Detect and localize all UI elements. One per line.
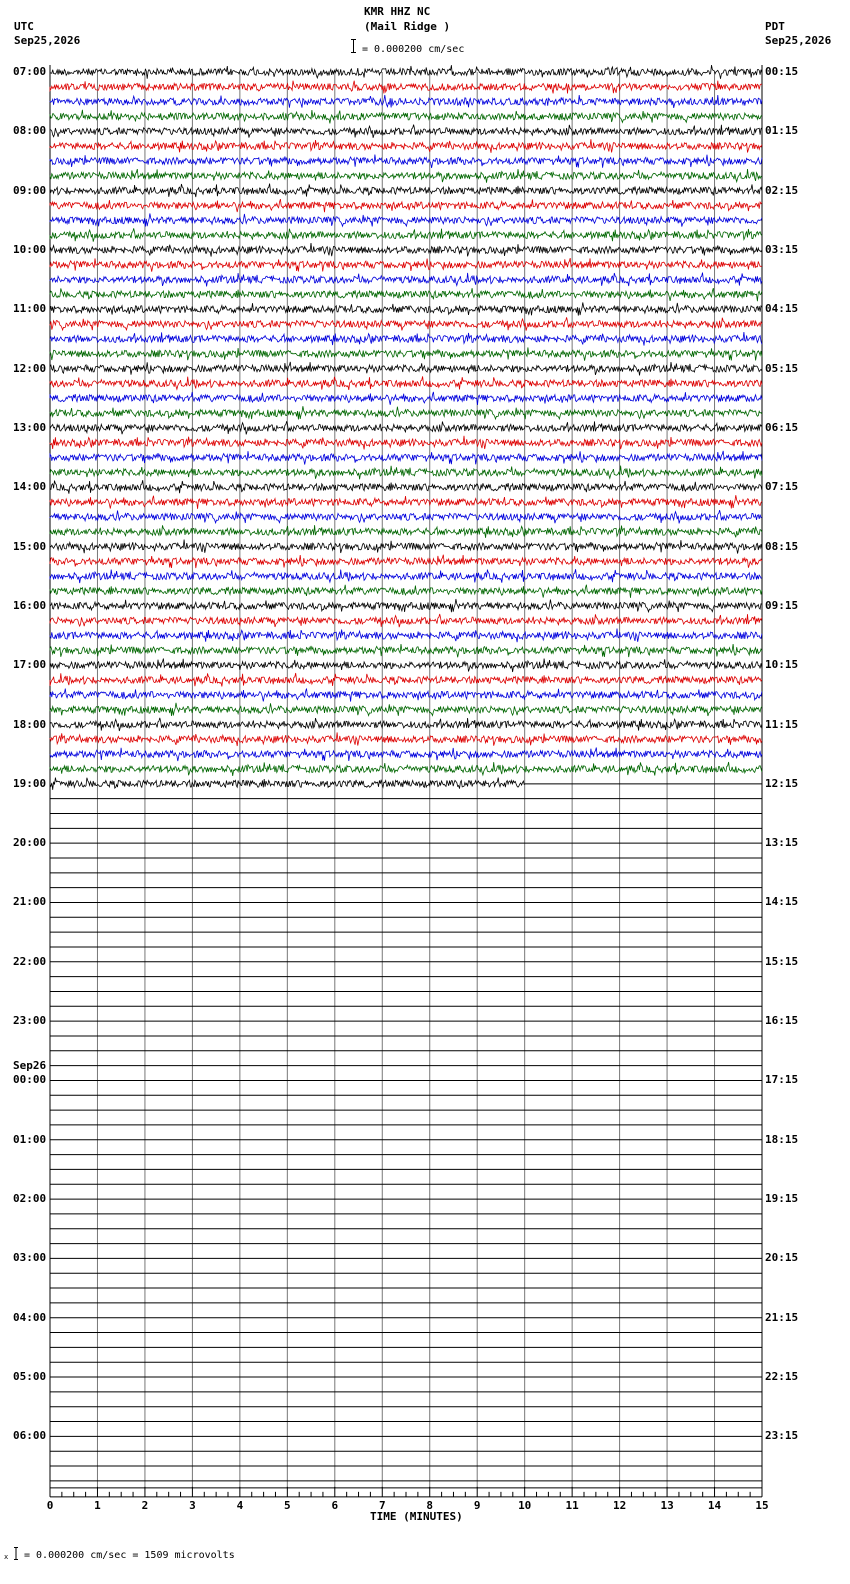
trace-row-10 <box>50 213 762 226</box>
right-hour-label: 15:15 <box>765 954 799 968</box>
trace-row-40 <box>50 659 762 673</box>
x-tick-label: 8 <box>426 1498 434 1512</box>
x-tick-label: 3 <box>189 1498 196 1512</box>
right-hour-label: 23:15 <box>765 1429 799 1443</box>
x-tick-label: 1 <box>94 1498 101 1512</box>
right-timezone: PDT <box>765 20 785 33</box>
x-tick-label: 15 <box>755 1498 769 1512</box>
left-hour-label: 04:00 <box>13 1310 47 1324</box>
left-hour-label: 14:00 <box>13 480 47 494</box>
trace-row-6 <box>50 155 762 168</box>
x-tick-label: 13 <box>660 1498 674 1512</box>
x-tick-label: 5 <box>284 1498 291 1512</box>
trace-row-46 <box>50 748 762 762</box>
trace-row-25 <box>50 436 762 450</box>
right-hour-label: 20:15 <box>765 1251 799 1265</box>
trace-row-26 <box>50 451 762 465</box>
left-hour-label: 02:00 <box>13 1192 47 1206</box>
trace-row-16 <box>50 302 762 315</box>
trace-row-29 <box>50 495 762 509</box>
right-hour-label: 03:15 <box>765 242 799 256</box>
right-hour-label: 22:15 <box>765 1370 799 1384</box>
footer-scale-icon <box>4 1546 20 1562</box>
trace-row-22 <box>50 392 762 405</box>
right-hour-label: 00:15 <box>765 65 799 78</box>
left-hour-label: 18:00 <box>13 717 47 731</box>
trace-row-42 <box>50 689 762 702</box>
left-hour-label: 13:00 <box>13 420 47 434</box>
trace-row-13 <box>50 258 762 272</box>
right-hour-label: 14:15 <box>765 895 799 909</box>
trace-row-31 <box>50 525 762 538</box>
trace-row-27 <box>50 466 762 480</box>
right-hour-label: 19:15 <box>765 1192 799 1206</box>
x-tick-label: 7 <box>378 1498 386 1512</box>
trace-row-30 <box>50 510 762 523</box>
right-hour-label: 11:15 <box>765 717 799 731</box>
x-axis-label: TIME (MINUTES) <box>370 1510 463 1523</box>
x-tick-label: 11 <box>565 1498 579 1512</box>
right-hour-label: 09:15 <box>765 598 799 612</box>
trace-row-41 <box>50 673 762 687</box>
trace-row-36 <box>50 599 762 612</box>
left-hour-label: 16:00 <box>13 598 47 612</box>
x-tick-label: 9 <box>473 1498 481 1512</box>
right-hour-label: 04:15 <box>765 302 799 316</box>
right-hour-label: 21:15 <box>765 1310 799 1324</box>
trace-row-33 <box>50 555 762 568</box>
trace-row-8 <box>50 184 762 198</box>
right-hour-label: 13:15 <box>765 836 799 850</box>
trace-row-20 <box>50 362 762 376</box>
left-hour-label: 06:00 <box>13 1429 47 1443</box>
trace-row-24 <box>50 421 762 434</box>
trace-row-32 <box>50 540 762 554</box>
trace-row-38 <box>50 629 762 643</box>
x-tick-label: 0 <box>46 1498 54 1512</box>
x-tick-label: 12 <box>613 1498 627 1512</box>
left-hour-label: 21:00 <box>13 895 47 909</box>
trace-row-34 <box>50 569 762 583</box>
svg-text:x: x <box>4 1553 9 1561</box>
left-hour-label: 03:00 <box>13 1251 47 1265</box>
trace-row-11 <box>50 228 762 241</box>
trace-row-19 <box>50 347 762 360</box>
right-hour-label: 05:15 <box>765 361 799 375</box>
left-hour-label: 09:00 <box>13 183 47 197</box>
trace-row-35 <box>50 585 762 598</box>
trace-row-43 <box>50 703 762 716</box>
left-hour-label: 11:00 <box>13 302 47 316</box>
left-hour-label: 10:00 <box>13 242 47 256</box>
trace-row-3 <box>50 110 762 124</box>
right-hour-label: 02:15 <box>765 183 799 197</box>
trace-row-39 <box>50 644 762 657</box>
trace-row-7 <box>50 169 762 183</box>
right-hour-label: 10:15 <box>765 658 799 672</box>
left-hour-label: 20:00 <box>13 836 47 850</box>
left-hour-label: 19:00 <box>13 776 47 790</box>
trace-row-28 <box>50 480 762 494</box>
right-date: Sep25,2026 <box>765 34 832 47</box>
left-hour-label: 08:00 <box>13 124 47 138</box>
trace-row-23 <box>50 406 762 419</box>
left-hour-label: 15:00 <box>13 539 47 553</box>
trace-row-14 <box>50 273 762 287</box>
right-hour-label: 18:15 <box>765 1132 799 1146</box>
trace-row-37 <box>50 614 762 627</box>
x-tick-label: 6 <box>331 1498 339 1512</box>
station-title: KMR HHZ NC <box>364 5 431 18</box>
right-hour-label: 17:15 <box>765 1073 799 1087</box>
right-hour-label: 12:15 <box>765 776 799 790</box>
right-hour-label: 01:15 <box>765 124 799 138</box>
trace-row-4 <box>50 125 762 138</box>
x-tick-label: 2 <box>141 1498 149 1512</box>
trace-row-44 <box>50 718 762 731</box>
scale-label: = 0.000200 cm/sec <box>362 44 465 55</box>
trace-row-12 <box>50 243 762 257</box>
trace-row-2 <box>50 95 762 108</box>
footer-scale-note: = 0.000200 cm/sec = 1509 microvolts <box>24 1550 235 1561</box>
trace-row-0 <box>50 65 762 79</box>
trace-row-18 <box>50 332 762 346</box>
right-hour-label: 16:15 <box>765 1014 799 1028</box>
trace-row-45 <box>50 732 762 746</box>
trace-row-9 <box>50 199 762 212</box>
left-timezone: UTC <box>14 20 34 33</box>
right-hour-label: 07:15 <box>765 480 799 494</box>
trace-row-47 <box>50 762 762 776</box>
seismic-traces <box>50 65 762 1481</box>
trace-row-17 <box>50 317 762 330</box>
trace-row-5 <box>50 139 762 153</box>
right-hour-label: 08:15 <box>765 539 799 553</box>
trace-row-21 <box>50 376 762 390</box>
left-hour-label: 05:00 <box>13 1370 47 1384</box>
station-location: (Mail Ridge ) <box>364 20 451 33</box>
right-hour-label: 06:15 <box>765 420 799 434</box>
trace-row-1 <box>50 81 762 94</box>
trace-row-15 <box>50 288 762 301</box>
x-tick-label: 4 <box>236 1498 244 1512</box>
left-hour-label: 07:00 <box>13 65 47 78</box>
left-date: Sep25,2026 <box>14 34 81 47</box>
left-hour-label: 00:00 <box>13 1073 47 1087</box>
left-hour-label: 22:00 <box>13 954 47 968</box>
x-tick-label: 10 <box>518 1498 532 1512</box>
left-hour-label: 17:00 <box>13 658 47 672</box>
left-hour-label: 01:00 <box>13 1132 47 1146</box>
date-change-label: Sep26 <box>13 1059 47 1073</box>
left-hour-label: 23:00 <box>13 1014 47 1028</box>
x-tick-label: 14 <box>707 1498 722 1512</box>
left-hour-label: 12:00 <box>13 361 47 375</box>
